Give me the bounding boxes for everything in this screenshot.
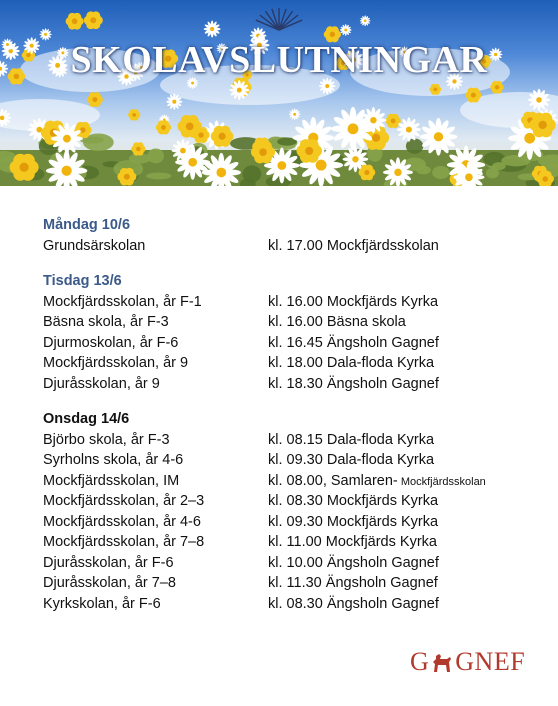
time-location-main: kl. 11.30 Ängsholn Gagnef <box>268 575 438 591</box>
school-name: Mockfjärdsskolan, år 4-6 <box>43 513 201 530</box>
time-location <box>268 512 438 533</box>
day-section <box>43 409 543 614</box>
day-section <box>43 215 543 256</box>
schedule-row <box>43 512 543 533</box>
time-location <box>268 312 406 333</box>
day-header: Tisdag 13/6 <box>43 273 122 289</box>
day-rows <box>43 430 543 615</box>
time-location <box>268 292 438 313</box>
schedule-row <box>43 553 543 574</box>
time-location-main: kl. 18.30 Ängsholn Gagnef <box>268 375 439 392</box>
dala-horse-icon <box>430 650 454 674</box>
day-header: Måndag 10/6 <box>43 217 131 233</box>
schedule-row <box>43 532 543 553</box>
schedule-row <box>43 450 543 471</box>
time-location <box>268 573 438 594</box>
day-section <box>43 271 543 394</box>
time-location-main: kl. 09.30 Dala-floda Kyrka <box>268 452 435 468</box>
school-name: Mockfjärdsskolan, IM <box>43 472 180 489</box>
time-location <box>268 594 439 615</box>
schedule-row <box>43 573 543 594</box>
school-name: Djurmoskolan, år F-6 <box>43 334 179 351</box>
time-location <box>268 374 439 395</box>
time-location-main: kl. 11.00 Mockfjärds Kyrka <box>268 534 437 550</box>
school-name: Djuråsskolan, år 7–8 <box>43 575 176 591</box>
time-location <box>268 553 439 574</box>
time-location <box>268 471 486 493</box>
time-location <box>268 333 439 354</box>
time-location-main: kl. 08.15 Dala-floda Kyrka <box>268 431 435 448</box>
time-location-main: kl. 08.30 Ängsholn Gagnef <box>268 595 439 612</box>
schedule-row <box>43 430 543 451</box>
time-location <box>268 450 434 471</box>
time-location-main: kl. 17.00 Mockfjärdsskolan <box>268 237 439 254</box>
school-name: Djuråsskolan, år 9 <box>43 375 160 392</box>
time-location-main: kl. 08.30 Mockfjärds Kyrka <box>268 493 439 509</box>
schedule-row <box>43 594 543 615</box>
time-location-main: kl. 08.00, Samlaren- <box>268 472 398 489</box>
school-name: Mockfjärdsskolan, år F-1 <box>43 293 202 310</box>
schedule-list <box>43 215 543 629</box>
time-location-main: kl. 10.00 Ängsholn Gagnef <box>268 554 439 571</box>
schedule-row <box>43 312 543 333</box>
location-note: Mockfjärdsskolan <box>397 475 486 488</box>
page-title: SKOLAVSLUTNINGAR <box>70 39 488 81</box>
time-location-main: kl. 16.45 Ängsholn Gagnef <box>268 334 439 351</box>
schedule-row <box>43 353 543 374</box>
day-header: Onsdag 14/6 <box>43 411 130 427</box>
logo-text-end: GNEF <box>455 647 526 676</box>
school-name: Mockfjärdsskolan, år 7–8 <box>43 534 205 550</box>
schedule-row <box>43 292 543 313</box>
schedule-row <box>43 491 543 512</box>
time-location-main: kl. 18.00 Dala-floda Kyrka <box>268 355 435 371</box>
time-location-main: kl. 09.30 Mockfjärds Kyrka <box>268 513 439 530</box>
time-location-main: kl. 16.00 Bäsna skola <box>268 314 406 330</box>
day-rows <box>43 292 543 395</box>
time-location <box>268 353 434 374</box>
school-name: Syrholns skola, år 4-6 <box>43 452 184 468</box>
school-name: Mockfjärdsskolan, år 2–3 <box>43 493 205 509</box>
time-location <box>268 491 438 512</box>
schedule-row <box>43 236 543 257</box>
school-name: Björbo skola, år F-3 <box>43 431 170 448</box>
logo-text-start: G <box>410 647 430 676</box>
school-name: Mockfjärdsskolan, år 9 <box>43 355 189 371</box>
time-location <box>268 430 434 451</box>
time-location <box>268 532 437 553</box>
school-name: Kyrkskolan, år F-6 <box>43 595 161 612</box>
gagnef-logo <box>410 647 525 677</box>
time-location <box>268 236 439 257</box>
schedule-row <box>43 471 543 492</box>
school-name: Grundsärskolan <box>43 237 146 254</box>
schedule-row <box>43 374 543 395</box>
header-banner <box>0 0 558 186</box>
flower-meadow-image <box>0 0 558 186</box>
time-location-main: kl. 16.00 Mockfjärds Kyrka <box>268 293 439 310</box>
school-name: Djuråsskolan, år F-6 <box>43 554 174 571</box>
schedule-row <box>43 333 543 354</box>
day-rows <box>43 236 543 257</box>
school-name: Bäsna skola, år F-3 <box>43 314 169 330</box>
